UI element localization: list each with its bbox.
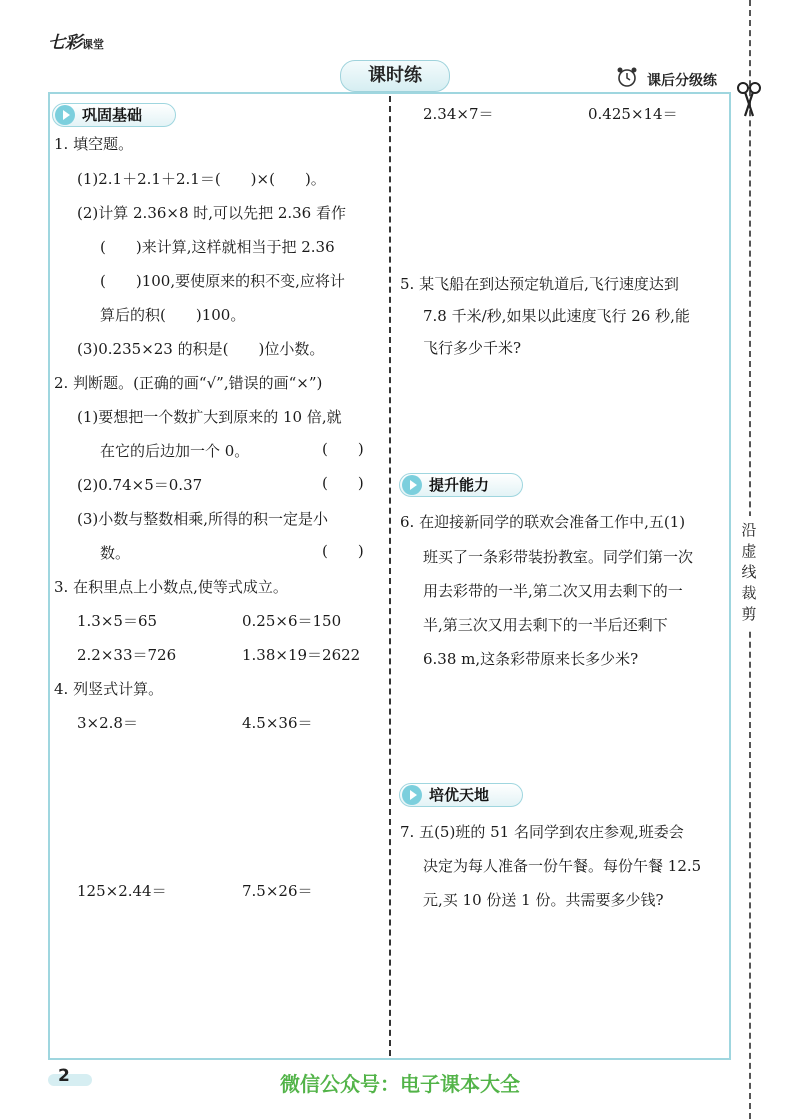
question-line: 用去彩带的一半,第二次又用去剩下的一 [423,582,683,600]
brand-name: 七彩 [48,33,82,53]
question-line: ( )来计算,这样就相当于把 2.36 [100,238,335,256]
question-2: 2. 判断题。(正确的画“√”,错误的画“×”) [54,374,323,392]
answer-bracket: ( ) [322,542,364,560]
equation: 0.425×14＝ [588,105,678,123]
equation: 125×2.44＝ [77,882,167,900]
section-advanced [399,783,523,807]
question-line: 元,买 10 份送 1 份。共需要多少钱? [423,891,664,909]
equation: 7.5×26＝ [242,882,313,900]
question-line: 6.38 m,这条彩带原来长多少米? [423,650,639,668]
equation: 2.2×33＝726 [77,646,177,664]
equation: 3×2.8＝ [77,714,138,732]
answer-bracket: ( ) [322,474,364,492]
play-icon [402,785,422,805]
question-line: 飞行多少千米? [423,339,522,357]
question-3: 3. 在积里点上小数点,使等式成立。 [54,578,288,596]
section-basic [52,103,176,127]
brand-suffix: 课堂 [82,38,104,51]
question-line: (2)计算 2.36×8 时,可以先把 2.36 看作 [77,204,346,222]
question-line: (3)0.235×23 的积是( )位小数。 [77,340,325,358]
footer-watermark: 微信公众号：电子课本大全 [280,1072,520,1096]
question-1: 1. 填空题。 [54,135,134,153]
question-line: ( )100,要使原来的积不变,应将计 [100,272,345,290]
cut-char: 裁 [741,584,757,602]
question-line: (3)小数与整数相乘,所得的积一定是小 [77,510,329,528]
question-line: 在它的后边加一个 0。 [100,442,250,460]
question-line: 算后的积( )100。 [100,306,246,324]
cut-char: 剪 [741,605,757,623]
equation: 0.25×6＝150 [242,612,342,630]
equation: 1.38×19＝2622 [242,646,361,664]
cut-char: 沿 [741,521,757,539]
play-icon [402,475,422,495]
scissors-icon [736,80,762,118]
alarm-clock-icon [616,66,638,88]
question-line: (2)0.74×5＝0.37 [77,476,203,494]
page-number: 2 [58,1066,70,1086]
section-title: 培优天地 [429,786,490,804]
equation: 1.3×5＝65 [77,612,158,630]
equation: 4.5×36＝ [242,714,313,732]
question-7: 7. 五(5)班的 51 名同学到农庄参观,班委会 [400,823,684,841]
question-line: 半,第三次又用去剩下的一半后还剩下 [423,616,668,634]
cut-instruction [737,516,761,629]
question-6: 6. 在迎接新同学的联欢会准备工作中,五(1) [400,513,686,531]
question-4: 4. 列竖式计算。 [54,680,164,698]
question-line: 数。 [100,544,131,562]
level-label: 课后分级练 [647,73,717,89]
equation: 2.34×7＝ [423,105,494,123]
column-divider [389,96,391,1056]
section-title: 巩固基础 [82,106,143,124]
cut-char: 线 [741,563,757,581]
play-icon [55,105,75,125]
question-line: 7.8 千米/秒,如果以此速度飞行 26 秒,能 [423,307,690,325]
question-line: 决定为每人准备一份午餐。每份午餐 12.5 [423,857,702,875]
section-title: 提升能力 [429,476,490,494]
question-5: 5. 某飞船在到达预定轨道后,飞行速度达到 [400,275,679,293]
cut-char: 虚 [741,542,757,560]
section-ability [399,473,523,497]
brand-logo [48,28,104,53]
question-line: (1)要想把一个数扩大到原来的 10 倍,就 [77,408,342,426]
page-title: 课时练 [340,60,450,92]
question-line: (1)2.1＋2.1＋2.1＝( )×( )。 [77,170,326,188]
answer-bracket: ( ) [322,440,364,458]
question-line: 班买了一条彩带装扮教室。同学们第一次 [423,548,694,566]
